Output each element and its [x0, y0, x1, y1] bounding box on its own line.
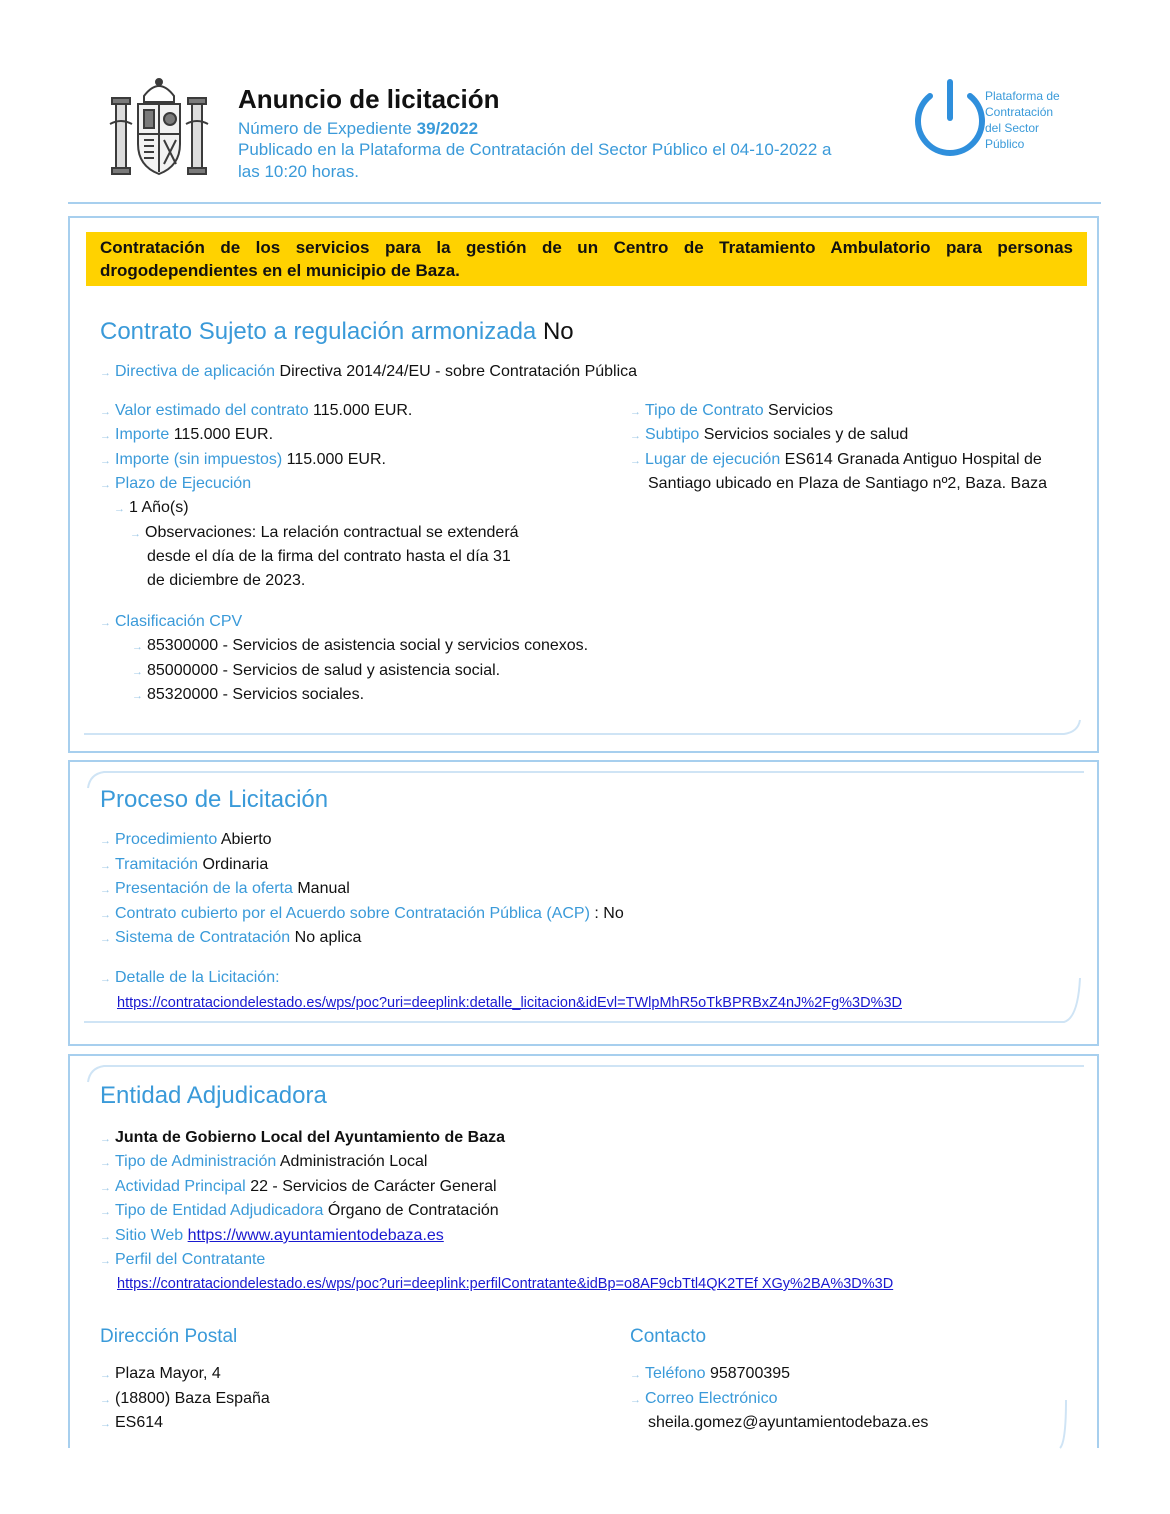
perfil-row — [100, 1248, 265, 1274]
arrow-icon: → — [100, 973, 111, 985]
summary-panel — [68, 216, 1099, 753]
proceso-row — [100, 902, 624, 928]
subtipo-row — [630, 423, 908, 449]
tipo-entidad-value: Órgano de Contratación — [327, 1202, 499, 1219]
valor-label: Valor estimado del contrato — [115, 402, 309, 419]
procedimiento-value: Abierto — [220, 831, 272, 848]
logo-line: Contratación — [985, 105, 1054, 119]
arrow-icon: → — [100, 367, 111, 379]
cpv-row — [100, 610, 242, 636]
entidad-row — [100, 1150, 427, 1176]
importe-row — [100, 423, 273, 449]
cpv-code: 85000000 - Servicios de salud y asistencia social. — [147, 662, 501, 679]
arrow-icon: → — [100, 1182, 111, 1194]
acp-value: : No — [594, 905, 624, 922]
entidad-name-row — [100, 1126, 505, 1152]
sara-heading — [100, 318, 574, 346]
arrow-icon: → — [100, 406, 111, 418]
published-line-2: las 10:20 horas. — [238, 162, 359, 181]
cpv-item — [132, 634, 588, 660]
expediente-line — [238, 118, 478, 140]
entidad-heading: Entidad Adjudicadora — [100, 1082, 327, 1109]
proceso-row — [100, 877, 350, 903]
detalle-link[interactable]: https://contrataciondelestado.es/wps/poc?uri=deeplink:detalle_licitacion&idEvl=TWlpMhR5oTkBPRBxZ4nJ%2Fg%3D%3D — [117, 995, 903, 1011]
arrow-icon: → — [132, 666, 143, 678]
importe-value: 115.000 EUR. — [173, 426, 274, 443]
proceso-row — [100, 828, 272, 854]
importe-sin-label: Importe (sin impuestos) — [115, 451, 283, 468]
direccion-line — [100, 1411, 163, 1437]
arrow-icon: → — [100, 884, 111, 896]
correo-label: Correo Electrónico — [645, 1390, 778, 1407]
procedimiento-label: Procedimiento — [115, 831, 218, 848]
page-title: Anuncio de licitación — [238, 84, 500, 114]
correo-value: sheila.gomez@ayuntamientodebaza.es — [648, 1414, 929, 1431]
proceso-row — [100, 853, 268, 879]
tipo-label: Tipo de Contrato — [645, 402, 764, 419]
direccion-city: (18800) Baza España — [115, 1390, 270, 1407]
arrow-icon: → — [100, 1231, 111, 1243]
direccion-line — [100, 1387, 270, 1413]
sara-value: No — [542, 318, 574, 345]
lugar-label: Lugar de ejecución — [645, 451, 781, 468]
expediente-label: Número de Expediente — [238, 119, 412, 138]
entidad-name: Junta de Gobierno Local del Ayuntamiento de Baza — [115, 1129, 505, 1146]
telefono-row — [630, 1362, 790, 1388]
arrow-icon: → — [132, 690, 143, 702]
actividad-value: 22 - Servicios de Carácter General — [250, 1178, 497, 1195]
direccion-nuts: ES614 — [115, 1414, 164, 1431]
document-header — [0, 0, 1170, 205]
observaciones-line-2: desde el día de la firma del contrato hasta el día 31 — [147, 548, 511, 565]
importe-label: Importe — [115, 426, 170, 443]
presentacion-label: Presentación de la oferta — [115, 880, 293, 897]
entidad-panel — [68, 1054, 1099, 1448]
arrow-icon: → — [100, 1418, 111, 1430]
plazo-value: 1 Año(s) — [129, 499, 189, 516]
arrow-icon: → — [100, 1255, 111, 1267]
lugar-value: ES614 Granada Antiguo Hospital de — [784, 451, 1042, 468]
logo-line: Público — [985, 137, 1025, 151]
telefono-label: Teléfono — [645, 1365, 706, 1382]
arrow-icon: → — [100, 617, 111, 629]
telefono-value: 958700395 — [709, 1365, 791, 1382]
arrow-icon: → — [130, 528, 141, 540]
perfil-link-row — [117, 1272, 893, 1297]
subtipo-label: Subtipo — [645, 426, 700, 443]
arrow-icon: → — [100, 455, 111, 467]
web-label: Sitio Web — [115, 1227, 184, 1244]
arrow-icon: → — [100, 933, 111, 945]
detalle-label: Detalle de la Licitación: — [115, 969, 280, 986]
proceso-panel — [68, 760, 1099, 1046]
subtipo-value: Servicios sociales y de salud — [703, 426, 909, 443]
tipo-administracion-value: Administración Local — [279, 1153, 428, 1170]
contract-title: Contratación de los servicios para la gestión de un Centro de Tratamiento Ambulatorio para personas drogodependientes en el municipio de Baza. — [86, 232, 1087, 286]
entidad-row — [100, 1175, 497, 1201]
arrow-icon: → — [100, 1394, 111, 1406]
panel-bottom-curve-icon — [84, 972, 1084, 1032]
arrow-icon: → — [100, 1157, 111, 1169]
cpv-label: Clasificación CPV — [115, 613, 243, 630]
cpv-code: 85300000 - Servicios de asistencia social y servicios conexos. — [147, 637, 589, 654]
plazo-label: Plazo de Ejecución — [115, 475, 252, 492]
directiva-value: Directiva 2014/24/EU - sobre Contratación Pública — [279, 363, 638, 380]
arrow-icon: → — [100, 909, 111, 921]
directiva-label: Directiva de aplicación — [115, 363, 276, 380]
arrow-icon: → — [100, 430, 111, 442]
sistema-label: Sistema de Contratación — [115, 929, 291, 946]
arrow-icon: → — [100, 835, 111, 847]
tipo-row — [630, 399, 833, 425]
arrow-icon: → — [630, 455, 641, 467]
acp-label: Contrato cubierto por el Acuerdo sobre Contratación Pública (ACP) — [115, 905, 590, 922]
web-row — [100, 1224, 444, 1250]
web-link[interactable]: https://www.ayuntamientodebaza.es — [187, 1227, 444, 1244]
tipo-entidad-label: Tipo de Entidad Adjudicadora — [115, 1202, 324, 1219]
arrow-icon: → — [100, 479, 111, 491]
plazo-value-row — [114, 496, 189, 522]
lugar-row — [630, 448, 1042, 474]
importe-sin-value: 115.000 EUR. — [286, 451, 386, 468]
expediente-value: 39/2022 — [416, 119, 479, 138]
arrow-icon: → — [100, 1369, 111, 1381]
cpv-code: 85320000 - Servicios sociales. — [147, 686, 365, 703]
directiva-row — [100, 360, 637, 386]
platform-logo-text — [985, 88, 1085, 152]
logo-line: del Sector — [985, 121, 1040, 135]
proceso-row — [100, 926, 361, 952]
proceso-heading: Proceso de Licitación — [100, 786, 329, 813]
entidad-row — [100, 1199, 499, 1225]
cpv-item — [132, 659, 500, 685]
plazo-row — [100, 472, 251, 498]
direccion-heading: Dirección Postal — [100, 1326, 238, 1347]
tipo-administracion-label: Tipo de Administración — [115, 1153, 277, 1170]
actividad-label: Actividad Principal — [115, 1178, 246, 1195]
direccion-street: Plaza Mayor, 4 — [115, 1365, 221, 1382]
presentacion-value: Manual — [297, 880, 350, 897]
tramitacion-label: Tramitación — [115, 856, 198, 873]
arrow-icon: → — [630, 1369, 641, 1381]
cpv-item — [132, 683, 364, 709]
panel-side-curve-icon — [1050, 1396, 1080, 1450]
valor-row — [100, 399, 412, 425]
panel-bottom-curve-icon — [84, 716, 1084, 740]
sistema-value: No aplica — [294, 929, 362, 946]
perfil-label: Perfil del Contratante — [115, 1251, 266, 1268]
tramitacion-value: Ordinaria — [202, 856, 269, 873]
arrow-icon: → — [100, 1133, 111, 1145]
contacto-heading: Contacto — [630, 1326, 707, 1347]
observaciones-line: Observaciones: La relación contractual se extenderá — [145, 524, 519, 541]
correo-row — [630, 1387, 778, 1413]
observaciones-line-3: de diciembre de 2023. — [147, 572, 306, 589]
sara-label: Contrato Sujeto a regulación armonizada — [100, 318, 537, 345]
header-divider — [68, 202, 1101, 204]
perfil-link[interactable]: https://contrataciondelestado.es/wps/poc?uri=deeplink:perfilContratante&idBp=o8AF9cbTtl4QK2TEf XGy%2BA%3D%3D — [117, 1276, 894, 1292]
tipo-value: Servicios — [768, 402, 833, 419]
arrow-icon: → — [100, 860, 111, 872]
arrow-icon: → — [630, 430, 641, 442]
importe-sin-row — [100, 448, 386, 474]
arrow-icon: → — [132, 641, 143, 653]
valor-value: 115.000 EUR. — [313, 402, 413, 419]
direccion-line — [100, 1362, 221, 1388]
arrow-icon: → — [114, 503, 125, 515]
arrow-icon: → — [630, 406, 641, 418]
lugar-value-line-2: Santiago ubicado en Plaza de Santiago nº2, Baza. Baza — [648, 475, 1048, 492]
logo-line: Plataforma de — [985, 89, 1060, 103]
published-line-1: Publicado en la Plataforma de Contratación del Sector Público el 04-10-2022 a — [238, 140, 832, 159]
coat-of-arms-icon — [104, 74, 214, 184]
observaciones-row — [130, 521, 519, 547]
arrow-icon: → — [630, 1394, 641, 1406]
arrow-icon: → — [100, 1206, 111, 1218]
